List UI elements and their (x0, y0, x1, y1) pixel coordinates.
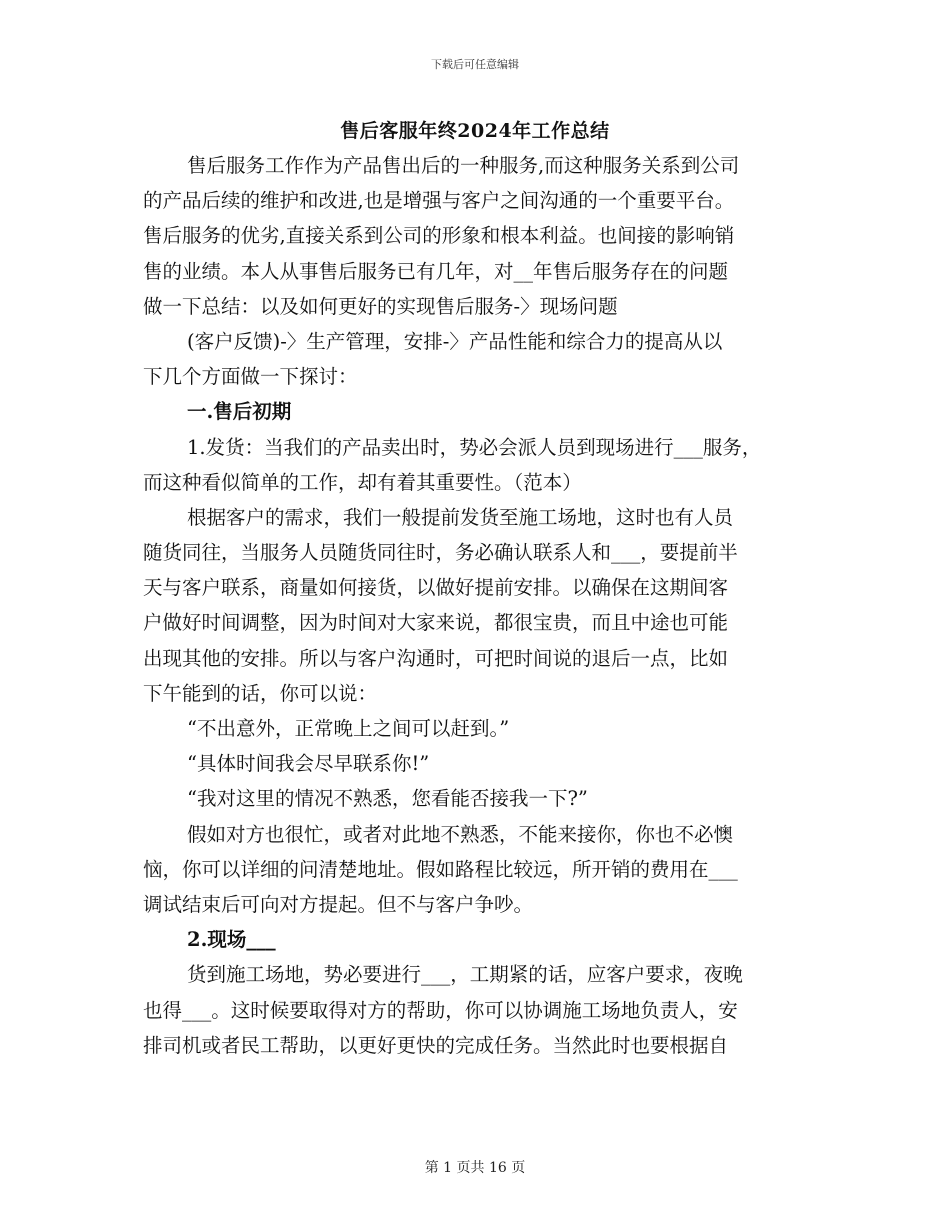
text-line: 售的业绩。本人从事售后服务已有几年，对__年售后服务存在的问题 (143, 259, 729, 283)
text-line: “我对这里的情况不熟悉，您看能否接我一下?” (187, 787, 588, 811)
text-line: (客户反馈)-〉生产管理，安排-〉产品性能和综合力的提高从以 (187, 329, 723, 353)
text-line: “具体时间我会尽早联系你!” (187, 752, 430, 776)
text-line: 出现其他的安排。所以与客户沟通时，可把时间说的退后一点，比如 (143, 646, 729, 670)
text-line: “不出意外，正常晚上之间可以赶到。” (187, 717, 510, 740)
text-line: 售后服务工作作为产品售出后的一种服务,而这种服务关系到公司 (187, 154, 740, 177)
text-line: 1.发货：当我们的产品卖出时，势必会派人员到现场进行___服务， (187, 435, 762, 459)
text-line: 做一下总结：以及如何更好的实现售后服务-〉现场问题 (143, 294, 618, 318)
text-line: 天与客户联系，商量如何接货，以做好提前安排。以确保在这期间客 (143, 576, 729, 600)
section-heading: 一.售后初期 (187, 400, 292, 424)
text-line: 货到施工场地，势必要进行___，工期紧的话，应客户要求，夜晚 (187, 963, 743, 987)
text-line: 恼，你可以详细的问清楚地址。假如路程比较远，所开销的费用在___ (143, 857, 738, 881)
section-heading: 2.现场___ (187, 928, 276, 952)
page-header: 下载后可任意编辑 (431, 58, 519, 71)
text-line: 而这种看似简单的工作，却有着其重要性。（范本） (143, 470, 582, 494)
document-body (143, 148, 808, 1063)
page-footer: 第 1 页共 16 页 (424, 1160, 526, 1176)
text-line: 假如对方也很忙，或者对此地不熟悉，不能来接你，你也不必懊 (187, 822, 734, 846)
text-line: 排司机或者民工帮助，以更好更快的完成任务。当然此时也要根据自 (143, 1033, 729, 1057)
text-line: 售后服务的优劣,直接关系到公司的形象和根本利益。也间接的影响销 (143, 224, 735, 248)
text-line: 调试结束后可向对方提起。但不与客户争吵。 (143, 892, 534, 916)
text-line: 根据客户的需求，我们一般提前发货至施工场地，这时也有人员 (187, 505, 734, 529)
document-title: 售后客服年终2024年工作总结 (340, 120, 610, 142)
text-line: 下午能到的话，你可以说： (143, 681, 378, 705)
text-line: 的产品后续的维护和改进,也是增强与客户之间沟通的一个重要平台。 (143, 189, 735, 213)
text-line: 也得___。这时候要取得对方的帮助，你可以协调施工场地负责人，安 (143, 998, 738, 1022)
text-line: 随货同往，当服务人员随货同往时，务必确认联系人和___，要提前半 (143, 541, 738, 565)
text-line: 户做好时间调整，因为时间对大家来说，都很宝贵，而且中途也可能 (143, 611, 729, 635)
text-line: 下几个方面做一下探讨： (143, 365, 358, 389)
